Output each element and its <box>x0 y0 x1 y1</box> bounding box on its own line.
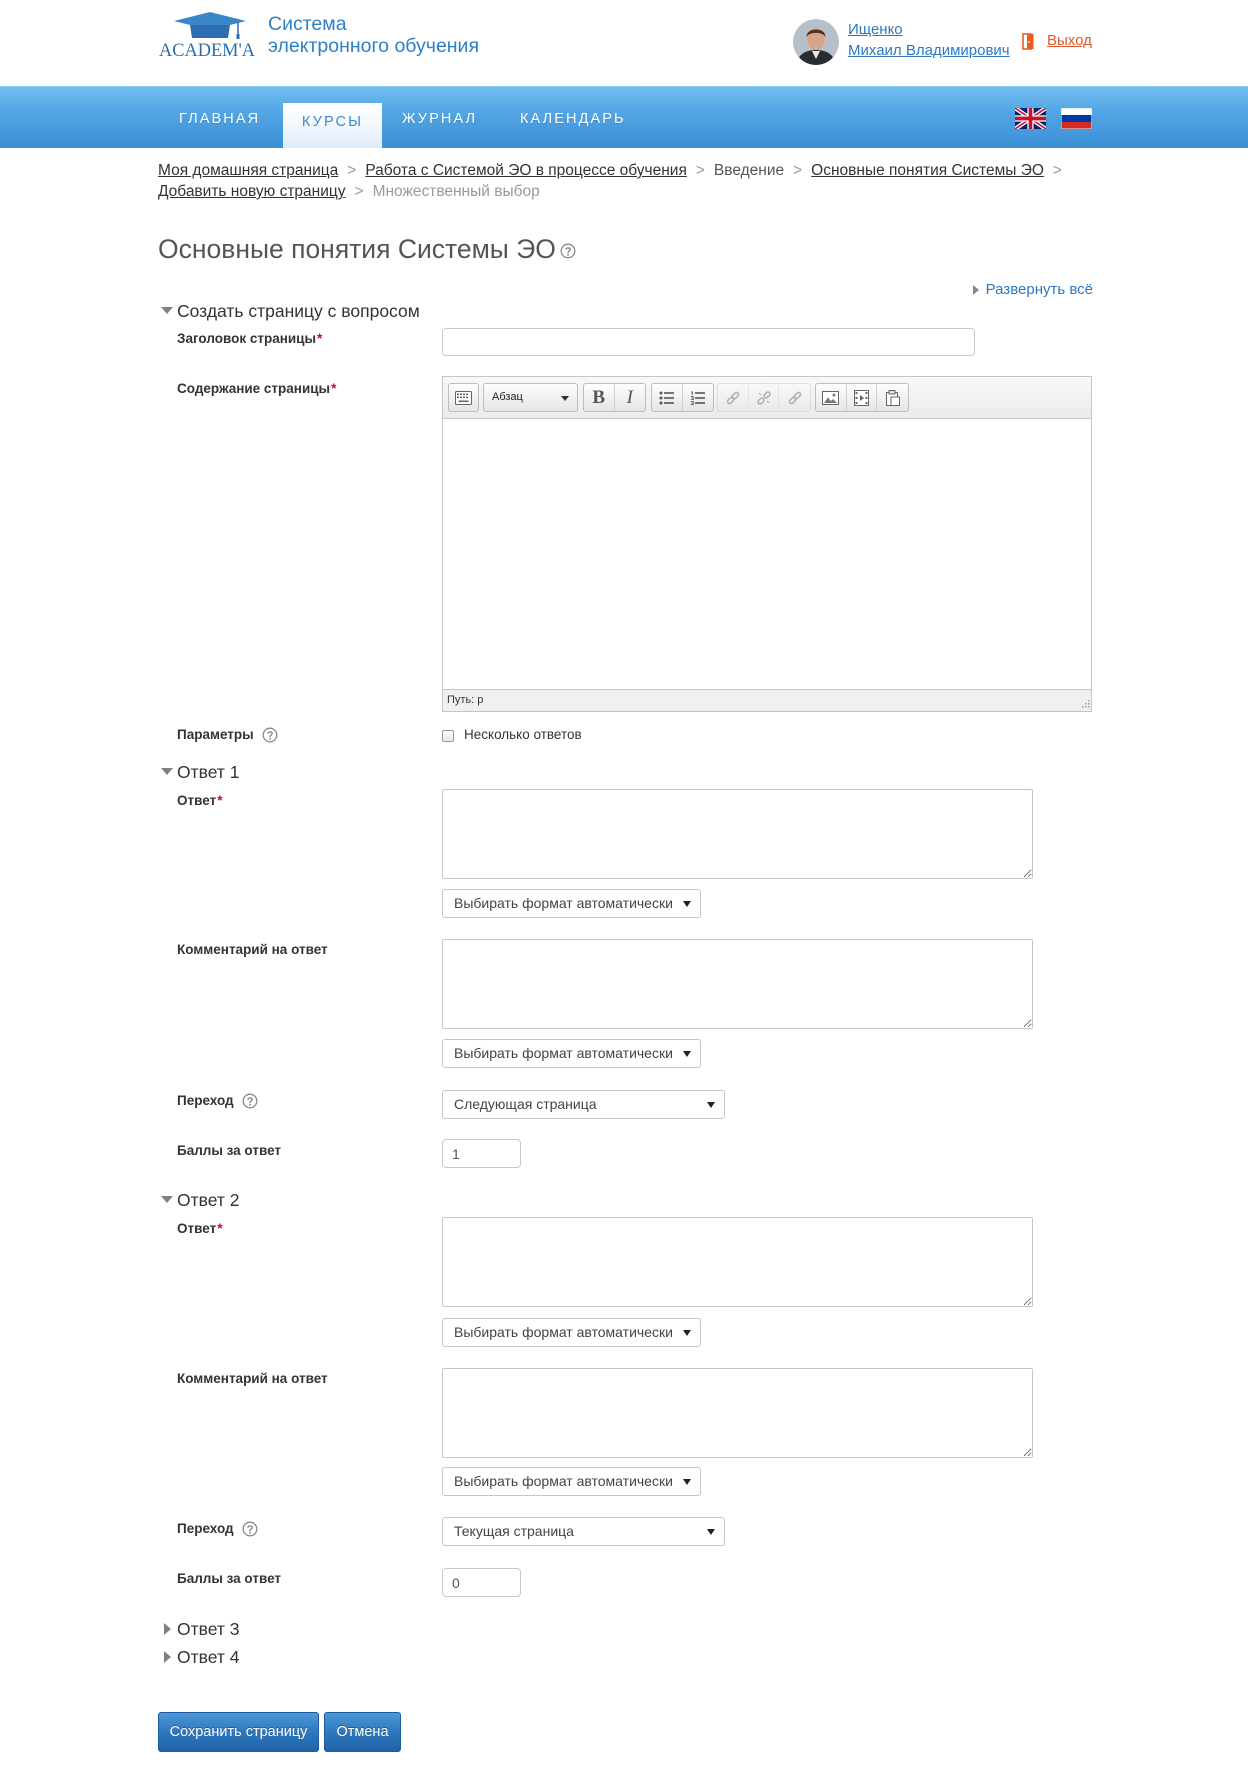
answer-2-jump-label-text: Переход <box>177 1521 234 1536</box>
link-icon <box>725 390 741 406</box>
breadcrumb-item-lesson[interactable]: Основные понятия Системы ЭО <box>811 162 1044 179</box>
chevron-down-icon <box>683 1479 691 1485</box>
paste-icon <box>886 390 900 406</box>
insert-media-button[interactable] <box>847 384 878 411</box>
answer-2-jump-select[interactable] <box>442 1517 725 1546</box>
required-mark: * <box>317 331 323 346</box>
breadcrumb-separator: > <box>354 183 364 200</box>
answer-1-score-label-text: Баллы за ответ <box>177 1143 282 1158</box>
answer-1-feedback-format-select[interactable] <box>442 1039 701 1068</box>
answer-1-label-text: Ответ <box>177 793 217 808</box>
section-collapse-icon[interactable] <box>161 307 173 314</box>
answer-1-score-input[interactable] <box>442 1139 521 1168</box>
site-logo[interactable] <box>158 10 258 60</box>
bold-icon: B <box>592 386 606 408</box>
answer-2-feedback-format-select[interactable] <box>442 1467 701 1496</box>
breadcrumb-line-2 <box>158 182 540 202</box>
answer-2-label-text: Ответ <box>177 1221 217 1236</box>
image-icon <box>822 391 839 405</box>
expand-all-link[interactable] <box>973 280 1093 300</box>
editor-content-area[interactable] <box>443 419 1091 689</box>
answer-1-textarea[interactable] <box>442 789 1033 879</box>
section-title-create-page[interactable]: Создать страницу с вопросом <box>177 301 420 321</box>
italic-button[interactable] <box>615 384 645 411</box>
resize-grip-icon[interactable] <box>1080 700 1090 710</box>
unlink-button[interactable] <box>749 384 780 411</box>
chevron-down-icon <box>561 396 569 401</box>
russia-flag-icon[interactable] <box>1061 108 1092 129</box>
required-mark: * <box>217 1221 223 1236</box>
user-last-name-link[interactable]: Ищенко <box>848 21 903 38</box>
answer-2-score-label-text: Баллы за ответ <box>177 1571 282 1586</box>
answer-2-feedback-format-value: Выбирать формат автоматически <box>454 1473 673 1489</box>
answer-1-collapse-icon[interactable] <box>161 768 173 775</box>
page-title-label <box>177 330 322 348</box>
answer-2-feedback-label-text: Комментарий на ответ <box>177 1371 328 1386</box>
uk-flag-icon[interactable] <box>1015 108 1046 129</box>
breadcrumb-separator: > <box>793 162 803 179</box>
answer-2-score-input[interactable] <box>442 1568 521 1597</box>
breadcrumb-item-current: Множественный выбор <box>372 183 540 200</box>
answer-3-expand-icon[interactable] <box>164 1623 171 1635</box>
answer-2-score-label <box>177 1570 281 1588</box>
answer-1-format-value: Выбирать формат автоматически <box>454 895 673 911</box>
answer-1-jump-label <box>177 1092 258 1110</box>
answer-2-title[interactable]: Ответ 2 <box>177 1190 240 1210</box>
bullet-list-icon <box>659 391 675 405</box>
chevron-down-icon <box>707 1102 715 1108</box>
paragraph-format-dropdown[interactable] <box>483 383 578 412</box>
page-content-label <box>177 380 336 398</box>
nav-item-home[interactable]: ГЛАВНАЯ <box>179 111 261 127</box>
nav-item-journal[interactable]: ЖУРНАЛ <box>402 111 478 127</box>
breadcrumb-item-section: Введение <box>713 162 785 179</box>
answer-1-title[interactable]: Ответ 1 <box>177 762 240 782</box>
nav-item-calendar[interactable]: КАЛЕНДАРЬ <box>520 111 626 127</box>
answer-2-feedback-label <box>177 1370 328 1388</box>
breadcrumb-separator: > <box>695 162 705 179</box>
page-title-input[interactable] <box>442 328 975 356</box>
text-style-group <box>583 383 646 412</box>
answer-2-textarea[interactable] <box>442 1217 1033 1307</box>
anchor-icon <box>787 390 803 406</box>
page-title <box>158 233 576 265</box>
chevron-down-icon <box>683 1051 691 1057</box>
chevron-down-icon <box>683 901 691 907</box>
paste-button[interactable] <box>877 384 908 411</box>
chevron-down-icon <box>683 1330 691 1336</box>
cancel-button[interactable]: Отмена <box>324 1712 401 1752</box>
breadcrumb-separator: > <box>1052 162 1062 179</box>
answer-2-format-value: Выбирать формат автоматически <box>454 1324 673 1340</box>
answer-1-feedback-textarea[interactable] <box>442 939 1033 1029</box>
italic-icon: I <box>626 386 633 408</box>
breadcrumb-item-add-page[interactable]: Добавить новую страницу <box>158 183 346 200</box>
answer-1-jump-label-text: Переход <box>177 1093 234 1108</box>
main-navigation <box>0 86 1248 148</box>
nav-item-courses[interactable]: КУРСЫ <box>283 103 382 148</box>
answer-1-score-label <box>177 1142 281 1160</box>
numbered-list-button[interactable] <box>683 384 713 411</box>
breadcrumb <box>158 161 1071 181</box>
link-button[interactable] <box>718 384 749 411</box>
expand-all-label: Развернуть всё <box>985 281 1093 298</box>
answer-1-feedback-label <box>177 941 328 959</box>
user-first-names-link[interactable]: Михаил Владимирович <box>848 42 1010 59</box>
logo-text: ACADEM'A <box>159 40 256 60</box>
numbered-list-icon <box>690 391 706 405</box>
exit-door-icon[interactable] <box>1022 33 1035 50</box>
media-icon <box>854 390 869 406</box>
editor-toolbar <box>443 377 1091 419</box>
answer-1-label <box>177 792 222 810</box>
options-label-text: Параметры <box>177 727 254 742</box>
options-label <box>177 726 278 744</box>
paragraph-format-value: Абзац <box>492 391 523 403</box>
breadcrumb-separator: > <box>347 162 357 179</box>
editor-status-bar <box>443 689 1091 711</box>
editor-path: Путь: p <box>447 694 484 706</box>
insert-image-button[interactable] <box>816 384 847 411</box>
media-group <box>815 383 909 412</box>
avatar[interactable] <box>793 19 839 65</box>
answer-3-title[interactable]: Ответ 3 <box>177 1619 240 1639</box>
help-icon[interactable] <box>262 727 278 743</box>
save-page-button[interactable]: Сохранить страницу <box>158 1712 319 1752</box>
list-group <box>651 383 714 412</box>
answer-4-title[interactable]: Ответ 4 <box>177 1647 240 1667</box>
expand-triangle-icon <box>973 285 979 295</box>
required-mark: * <box>331 381 337 396</box>
answer-2-label <box>177 1220 222 1238</box>
anchor-button[interactable] <box>779 384 810 411</box>
help-icon[interactable] <box>242 1093 258 1109</box>
system-title-line2: электронного обучения <box>268 35 480 57</box>
help-icon[interactable] <box>242 1521 258 1537</box>
answer-2-collapse-icon[interactable] <box>161 1196 173 1203</box>
answer-1-format-select[interactable] <box>442 889 701 918</box>
answer-2-feedback-textarea[interactable] <box>442 1368 1033 1458</box>
multiple-answers-label[interactable]: Несколько ответов <box>464 727 582 742</box>
breadcrumb-item-home[interactable]: Моя домашняя страница <box>158 162 339 179</box>
help-icon[interactable] <box>560 243 576 259</box>
multiple-answers-checkbox[interactable] <box>442 730 454 742</box>
answer-1-feedback-label-text: Комментарий на ответ <box>177 942 328 957</box>
answer-1-jump-value: Следующая страница <box>454 1096 597 1112</box>
bullet-list-button[interactable] <box>652 384 683 411</box>
page-title-text: Основные понятия Системы ЭО <box>158 234 556 264</box>
breadcrumb-item-course[interactable]: Работа с Системой ЭО в процессе обучения <box>365 162 687 179</box>
required-mark: * <box>217 793 223 808</box>
link-group <box>717 383 811 412</box>
page-content-editor <box>442 376 1092 712</box>
answer-4-expand-icon[interactable] <box>164 1651 171 1663</box>
unlink-icon <box>756 390 772 406</box>
keyboard-icon <box>449 384 478 411</box>
chevron-down-icon <box>707 1529 715 1535</box>
answer-2-jump-label <box>177 1520 258 1538</box>
answer-1-jump-select[interactable] <box>442 1090 725 1119</box>
toolbar-toggle-button[interactable] <box>448 383 479 412</box>
answer-2-jump-value: Текущая страница <box>454 1523 574 1539</box>
bold-button[interactable] <box>584 384 615 411</box>
page-content-label-text: Содержание страницы <box>177 381 331 396</box>
logout-link[interactable]: Выход <box>1047 32 1092 49</box>
system-title-line1: Система <box>268 13 347 35</box>
answer-2-format-select[interactable] <box>442 1318 701 1347</box>
page-title-label-text: Заголовок страницы <box>177 331 316 346</box>
answer-1-feedback-format-value: Выбирать формат автоматически <box>454 1045 673 1061</box>
